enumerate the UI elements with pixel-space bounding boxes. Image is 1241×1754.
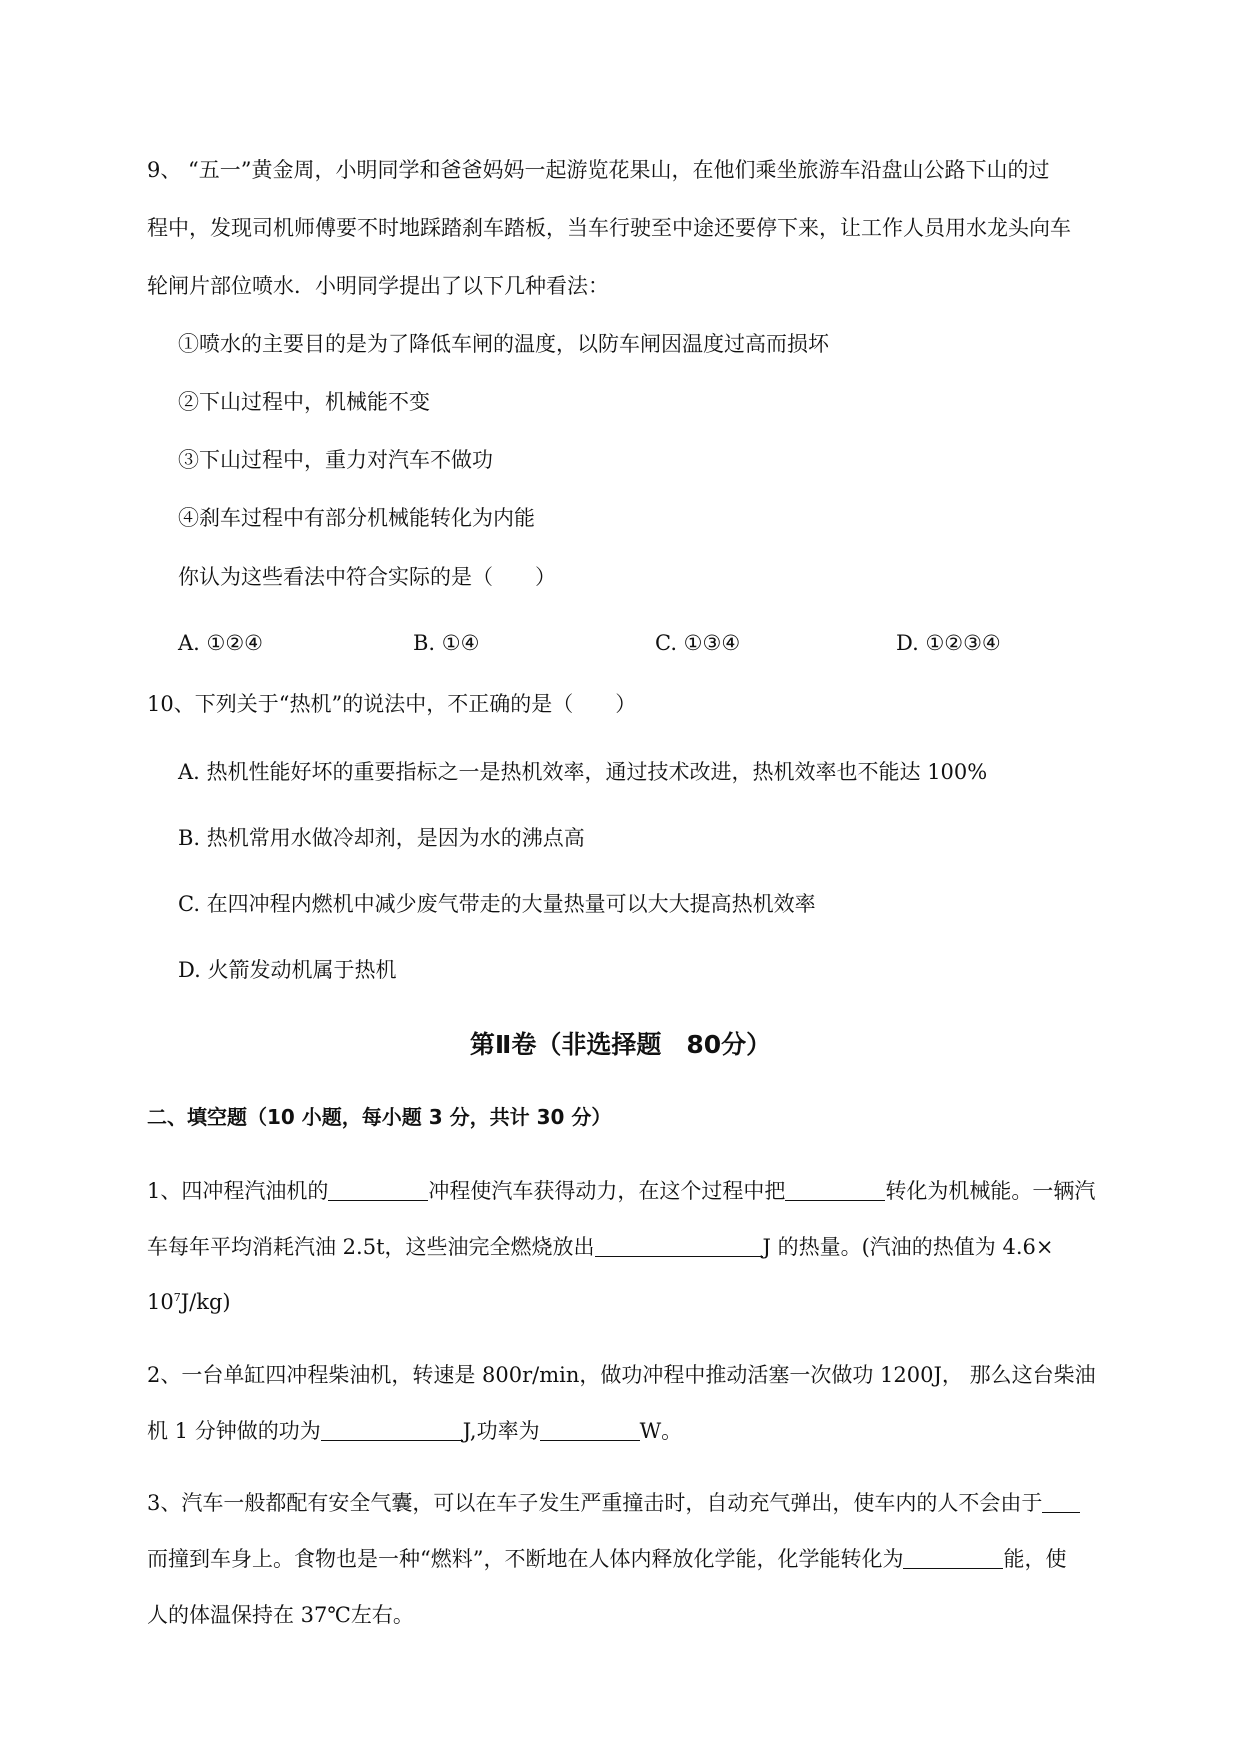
- fill1-blank-3[interactable]: [595, 1234, 763, 1257]
- q9-view-3: ③下山过程中，重力对汽车不做功: [178, 448, 493, 472]
- q10-option-a[interactable]: A. 热机性能好坏的重要指标之一是热机效率，通过技术改进，热机效率也不能达 100%: [178, 760, 988, 784]
- fill2-text-b: 机 1 分钟做的功为: [147, 1419, 321, 1443]
- fill1-line-3: [147, 1287, 231, 1317]
- fill1-text-e: J 的热量。(汽油的热值为 4.6×: [762, 1235, 1054, 1259]
- fill3-text-c: 能，使: [1003, 1547, 1067, 1571]
- fill1-blank-2[interactable]: [785, 1178, 885, 1201]
- q9-view-2: ②下山过程中，机械能不变: [178, 390, 430, 414]
- q9-stem-line-3: 轮闸片部位喷水．小明同学提出了以下几种看法：: [147, 274, 609, 298]
- q10-stem: 10、下列关于“热机”的说法中，不正确的是（ ）: [147, 692, 637, 716]
- fill2-blank-1[interactable]: [321, 1418, 463, 1441]
- q10-option-c[interactable]: C. 在四冲程内燃机中减少废气带走的大量热量可以大大提高热机效率: [178, 892, 816, 916]
- fill2-text-d: W。: [639, 1419, 683, 1443]
- fill2-line-1: 2、一台单缸四冲程柴油机，转速是 800r/min，做功冲程中推动活塞一次做功 1200J， 那么这台柴油: [147, 1363, 1096, 1387]
- fill3-line-1: [147, 1488, 1080, 1518]
- fill3-blank-1[interactable]: [1042, 1490, 1080, 1513]
- q9-view-4: ④刹车过程中有部分机械能转化为内能: [178, 506, 535, 530]
- q9-option-b[interactable]: B. ①④: [413, 631, 480, 655]
- fill1-text-f: 10: [147, 1290, 174, 1314]
- fill3-blank-2[interactable]: [903, 1546, 1003, 1569]
- fill3-text-a: 3、汽车一般都配有安全气囊，可以在车子发生严重撞击时，自动充气弹出，使车内的人不会由于: [147, 1491, 1043, 1515]
- part-heading: 二、填空题（10 小题，每小题 3 分，共计 30 分）: [147, 1105, 612, 1129]
- fill3-text-b: 而撞到车身上。食物也是一种“燃料”，不断地在人体内释放化学能，化学能转化为: [147, 1547, 904, 1571]
- fill1-blank-1[interactable]: [328, 1178, 428, 1201]
- fill1-text-d: 车每年平均消耗汽油 2.5t，这些油完全燃烧放出: [147, 1235, 595, 1259]
- q9-question: 你认为这些看法中符合实际的是（ ）: [178, 565, 556, 589]
- fill1-text-b: 冲程使汽车获得动力，在这个过程中把: [428, 1179, 786, 1203]
- fill1-text-g: J/kg): [180, 1290, 231, 1314]
- q9-option-d[interactable]: D. ①②③④: [896, 631, 1001, 655]
- fill2-text-c: J,功率为: [462, 1419, 540, 1443]
- fill1-line-2: [147, 1232, 1053, 1262]
- fill1-text-c: 转化为机械能。一辆汽: [885, 1179, 1096, 1203]
- q10-option-b[interactable]: B. 热机常用水做冷却剂，是因为水的沸点高: [178, 826, 585, 850]
- q9-option-a[interactable]: A. ①②④: [178, 631, 263, 655]
- q9-view-1: ①喷水的主要目的是为了降低车闸的温度，以防车闸因温度过高而损坏: [178, 332, 829, 356]
- section-title: 第Ⅱ卷（非选择题 80分）: [469, 1030, 772, 1059]
- fill2-line-2: [147, 1416, 682, 1446]
- q9-option-c[interactable]: C. ①③④: [655, 631, 741, 655]
- fill1-exponent: 7: [173, 1291, 181, 1304]
- fill1-text-a: 1、四冲程汽油机的: [147, 1179, 329, 1203]
- q9-stem-line-1: 9、 “五一”黄金周，小明同学和爸爸妈妈一起游览花果山，在他们乘坐旅游车沿盘山公路下山的过: [147, 158, 1050, 182]
- fill1-line-1: [147, 1176, 1095, 1206]
- fill2-blank-2[interactable]: [540, 1418, 640, 1441]
- q9-stem-line-2: 程中，发现司机师傅要不时地踩踏刹车踏板，当车行驶至中途还要停下来，让工作人员用水龙头向车: [147, 216, 1071, 240]
- fill3-line-2: [147, 1544, 1066, 1574]
- q10-option-d[interactable]: D. 火箭发动机属于热机: [178, 958, 397, 982]
- fill3-line-3: 人的体温保持在 37℃左右。: [147, 1603, 414, 1627]
